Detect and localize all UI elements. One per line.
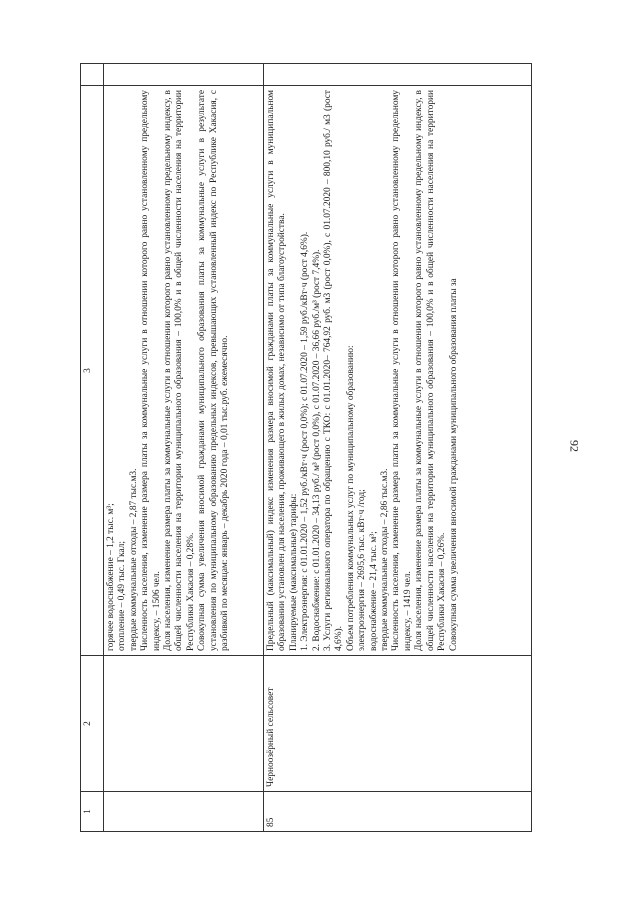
cell-number-empty <box>104 792 264 832</box>
text-line: Предельный (максимальный) индекс изменения размера вносимой гражданами платы за коммунальные услуги в муниципальном образовании установлен для населения, проживающего в жилых домах, независимо от типа благоустройства. <box>266 90 288 651</box>
text-line: Численность населения, изменение размера платы за коммунальные услуги в отношении которого равно установленному предельному индексу, – 1506 чел. <box>140 90 162 651</box>
page-number: 92 <box>567 440 582 452</box>
rotated-table-wrapper <box>80 64 548 832</box>
text-line: 1. Электроэнергия: с 01.01.2020 – 1,52 руб./кВт·ч (рост 0,0%); с 01.07.2020 – 1,59 руб./кВт·ч (рост 4,6%). <box>300 231 311 651</box>
text-line: горячее водоснабжение – 1,2 тыс. м³; <box>106 503 116 651</box>
text-line: твердые коммунальные отходы – 2,87 тыс.м3. <box>128 468 139 651</box>
table-row-continued <box>104 64 264 832</box>
text-line: электроэнергия – 2695,6 тыс. кВт·ч /год; <box>357 489 368 651</box>
text-line: 2. Водоснабжение: с 01.01.2020 – 34,13 руб./ м³ (рост 0,0%), с 01.07.2020 – 36,66 руб./м³ (рост 7,4%). <box>311 249 322 651</box>
text-line: отопление – 0,49 тыс. Гкал; <box>117 540 128 651</box>
table-row <box>264 64 532 832</box>
header-col-3: 3 <box>81 86 104 656</box>
header-col-1: 1 <box>81 792 104 832</box>
cell-description <box>264 86 532 656</box>
text-line: Совокупная сумма увеличения вносимой гражданами муниципального образования платы за коммунальные услуги в результате установления по муниципальному образованию предельных индексов, превышающих установленный индекс по Республике Хакасия, с разбивкой по месяцам: январь – декабрь 2020 года – 0,01 тыс.руб. ежемесячно. <box>197 90 231 651</box>
text-line: водоснабжение – 21,4 тыс. м³; <box>368 531 379 651</box>
cell-extra-empty <box>264 64 532 86</box>
text-line: твердые коммунальные отходы – 2,86 тыс.м3. <box>380 468 391 651</box>
cell-municipality: Черноозёрный сельсовет <box>264 656 532 792</box>
text-line: Планируемые (максимальные) тарифы: <box>288 493 299 651</box>
cell-description <box>104 86 264 656</box>
tariff-table <box>80 63 532 832</box>
text-line: 3. Услуги регионального оператора по обращению с ТКО: с 01.01.2020– 764,92 руб. м3 (рост 0,0%), с 01.07.2020 – 800,10 руб./ м3 (рост 4,6%). <box>323 90 345 651</box>
text-line: Доля населения, изменение размера платы за коммунальные услуги в отношении которого равно установленному предельному индексу, в общей численности населения на территории муниципального образования – 100,0% и в общей численности населения на территории Республики Хакасия – 0,28%. <box>163 90 196 651</box>
text-line: Доля населения, изменение размера платы за коммунальные услуги в отношении которого равно установленному предельному индексу, в общей численности населения на территории муниципального образования – 100,0% и в общей численности населения на территории Республики Хакасия – 0,26%. <box>414 90 448 651</box>
cell-extra-empty <box>104 64 264 86</box>
text-line: Объем потребления коммунальных услуг по муниципальному образованию: <box>345 345 356 651</box>
header-col-4-empty <box>81 64 104 86</box>
cell-municipality-empty <box>104 656 264 792</box>
text-line: Совокупная сумма увеличения вносимой гражданами муниципального образования платы за <box>448 278 459 651</box>
cell-row-number: 85 <box>264 792 532 832</box>
table-header-row <box>81 64 104 832</box>
header-col-2: 2 <box>81 656 104 792</box>
text-line: Численность населения, изменение размера платы за коммунальные услуги в отношении которого равно установленному предельному индексу, – 1419 чел. <box>391 90 413 651</box>
